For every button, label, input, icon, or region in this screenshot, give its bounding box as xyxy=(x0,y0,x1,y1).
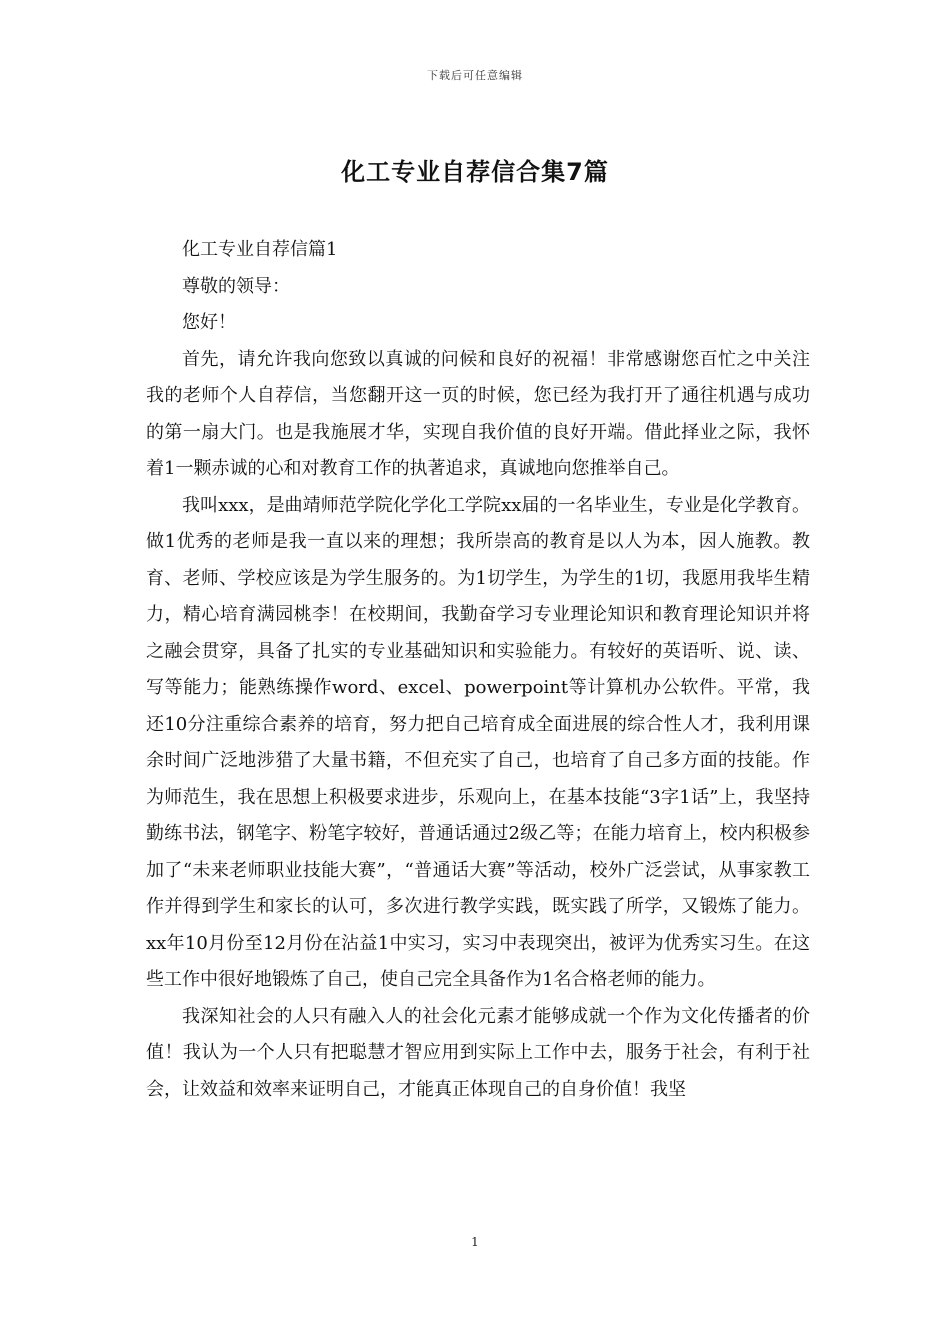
greeting: 您好！ xyxy=(182,312,236,333)
salutation: 尊敬的领导： xyxy=(182,275,290,297)
document-body xyxy=(146,232,810,1108)
paragraph-2: 我叫xxx，是曲靖师范学院化学化工学院xx届的一名毕业生，专业是化学教育。做1优秀的老师是我一直以来的理想；我所崇高的教育是以人为本，因人施教。教育、老师、学校应该是为学生服务的。为1切学生，为学生的1切，我愿用我毕生精力，精心培育满园桃李！在校期间，我勤奋学习专业理论知识和教育理论知识并将之融会贯穿，具备了扎实的专业基础知识和实验能力。有较好的英语听、说、读、写等能力；能熟练操作word、excel、powerpoint等计算机办公软件。平常，我还10分注重综合素养的培育，努力把自己培育成全面进展的综合性人才，我利用课余时间广泛地涉猎了大量书籍，不但充实了自己，也培育了自己多方面的技能。作为师范生，我在思想上积极要求进步，乐观向上，在基本技能“3字1话”上，我坚持勤练书法，钢笔字、粉笔字较好，普通话通过2级乙等；在能力培育上，校内积极参加了“未来老师职业技能大赛”，“普通话大赛”等活动，校外广泛尝试，从事家教工作并得到学生和家长的认可，多次进行教学实践，既实践了所学，又锻炼了能力。xx年10月份至12月份在沾益1中实习，实习中表现突出，被评为优秀实习生。在这些工作中很好地锻炼了自己，使自己完全具备作为1名合格老师的能力。 xyxy=(146,494,810,990)
paragraph-3: 我深知社会的人只有融入人的社会化元素才能够成就一个作为文化传播者的价值！我认为一个人只有把聪慧才智应用到实际上工作中去，服务于社会，有利于社会，让效益和效率来证明自己，才能真正体现自己的自身价值！我坚 xyxy=(146,1005,810,1100)
document-title: 化工专业自荐信合集7篇 xyxy=(341,158,609,186)
section-heading: 化工专业自荐信篇1 xyxy=(182,239,338,260)
header-note: 下载后可任意编辑 xyxy=(427,69,523,82)
paragraph-1: 首先，请允许我向您致以真诚的问候和良好的祝福！非常感谢您百忙之中关注我的老师个人自荐信，当您翻开这一页的时候，您已经为我打开了通往机遇与成功的第一扇大门。也是我施展才华，实现自我价值的良好开端。借此择业之际，我怀着1一颗赤诚的心和对教育工作的执著追求，真诚地向您推举自己。 xyxy=(146,348,810,479)
page-number: 1 xyxy=(471,1235,479,1249)
